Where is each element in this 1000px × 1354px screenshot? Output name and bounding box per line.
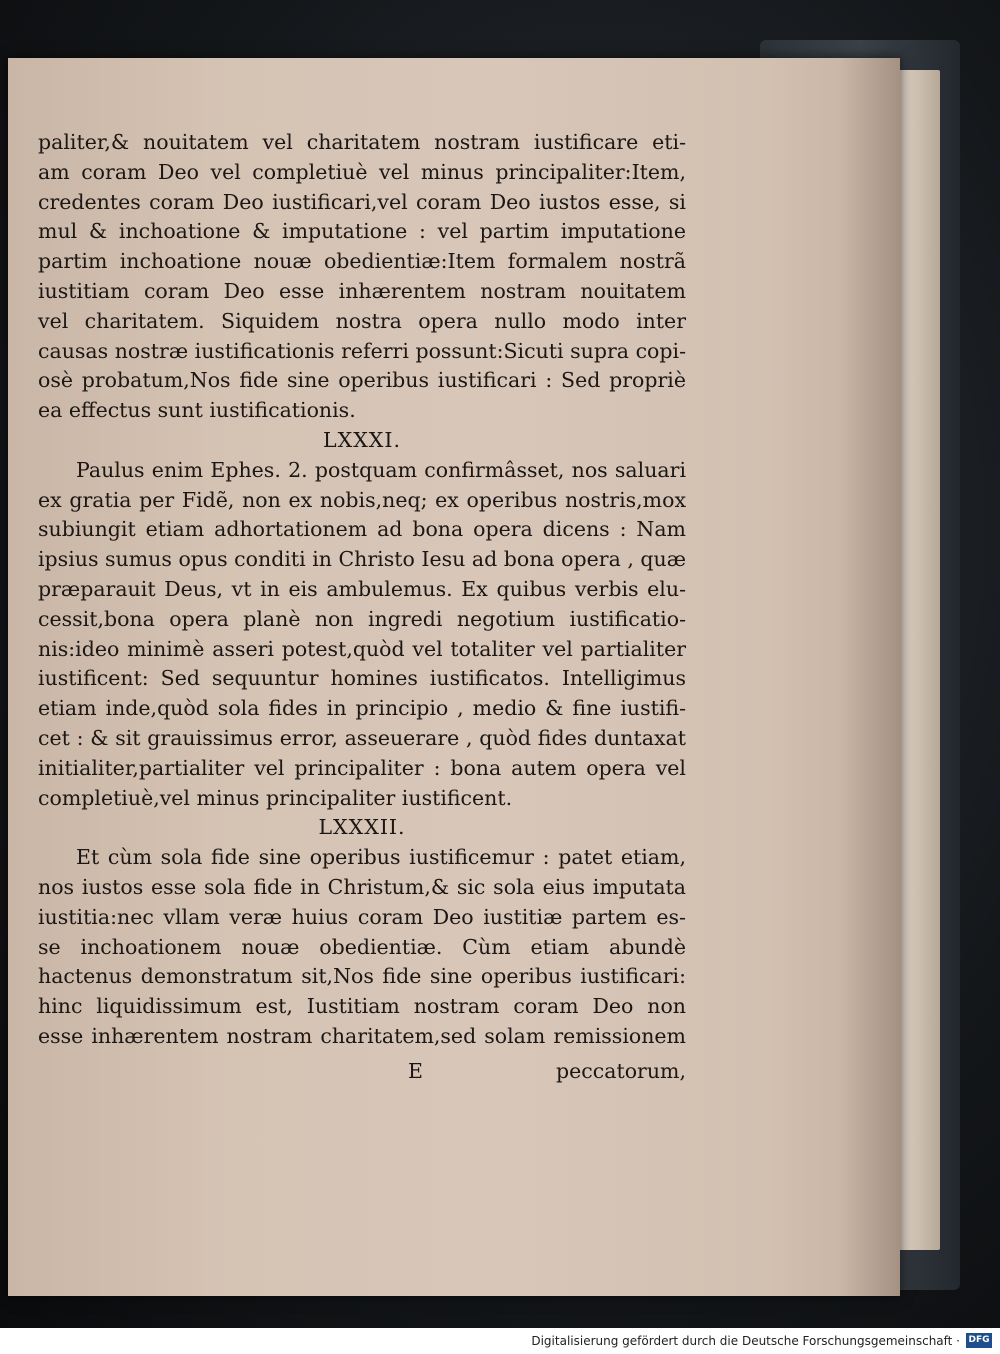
text-line: se inchoationem nouæ obedientiæ. Cùm etiam abundè [38, 934, 686, 959]
text-line: hinc liquidissimum est, Iustitiam nostram coram Deo non [38, 994, 686, 1019]
text-line: initialiter,partialiter vel principaliter : bona autem opera vel [38, 755, 686, 780]
book-page [8, 58, 900, 1296]
dfg-credit-text: Digitalisierung gefördert durch die Deutsche Forschungsgemeinschaft · [531, 1334, 960, 1348]
text-line: partim inchoatione nouæ obedientiæ:Item formalem nostrã [38, 249, 686, 274]
text-line: ex gratia per Fidẽ, non ex nobis,neq; ex operibus nostris,mox [38, 487, 686, 512]
section-1-text [38, 128, 686, 426]
page-gutter-shadow [840, 58, 900, 1296]
text-line: Paulus enim Ephes. 2. postquam confirmâsset, nos saluari [76, 457, 686, 482]
text-line: causas nostræ iustificationis referri possunt:Sicuti supra copi- [38, 338, 686, 363]
text-line: hactenus demonstratum sit,Nos fide sine operibus iustificari: [38, 964, 686, 989]
dfg-logo-icon: DFG [966, 1333, 992, 1348]
text-line: præparauit Deus, vt in eis ambulemus. Ex quibus verbis elu- [38, 576, 686, 601]
signature-row [38, 1056, 686, 1086]
text-line: ea effectus sunt iustificationis. [38, 398, 356, 423]
digitization-footer [0, 1328, 1000, 1354]
text-line: cet : & sit grauissimus error, asseuerare , quòd fides duntaxat [38, 725, 686, 750]
text-line: iustitiam coram Deo esse inhærentem nostram nouitatem [38, 278, 686, 303]
text-line: iustificent: Sed sequuntur homines iustificatos. Intelligimus [38, 666, 686, 691]
text-line: cessit,bona opera planè non ingredi negotium iustificatio- [38, 606, 686, 631]
text-line: etiam inde,quòd sola fides in principio , medio & fine iustifi- [38, 696, 686, 721]
text-line: nis:ideo minimè asseri potest,quòd vel totaliter vel partialiter [38, 636, 686, 661]
text-line: nos iustos esse sola fide in Christum,& sic sola eius imputata [38, 874, 686, 899]
text-line: paliter,& nouitatem vel charitatem nostram iustificare eti- [38, 130, 686, 154]
section-heading-lxxxii: LXXXII. [318, 815, 406, 840]
section-heading-lxxxi: LXXXI. [322, 427, 401, 452]
text-line: iustitia:nec vllam veræ huius coram Deo iustitiæ partem es- [38, 904, 686, 929]
catchword: peccatorum, [556, 1059, 686, 1083]
text-line: osè probatum,Nos fide sine operibus iustificari : Sed propriè [38, 368, 686, 393]
text-line: subiungit etiam adhortationem ad bona opera dicens : Nam [38, 517, 686, 542]
signature-mark: E [408, 1059, 423, 1083]
text-line: ipsius sumus opus conditi in Christo Iesu ad bona opera , quæ [38, 547, 686, 572]
text-line: completiuè,vel minus principaliter iustificent. [38, 785, 513, 810]
text-line: credentes coram Deo iustificari,vel coram Deo iustos esse, si [38, 189, 686, 214]
text-line: esse inhærentem nostram charitatem,sed solam remissionem [38, 1023, 686, 1048]
text-line: mul & inchoatione & imputatione : vel partim imputatione [38, 219, 686, 244]
page-text [38, 128, 686, 1052]
section-3-text [38, 843, 686, 1052]
text-line: vel charitatem. Siquidem nostra opera nullo modo inter [38, 308, 686, 333]
text-line: am coram Deo vel completiuè vel minus principaliter:Item, [38, 159, 686, 184]
section-2-text [38, 456, 686, 814]
text-line: Et cùm sola fide sine operibus iustificemur : patet etiam, [76, 845, 686, 870]
